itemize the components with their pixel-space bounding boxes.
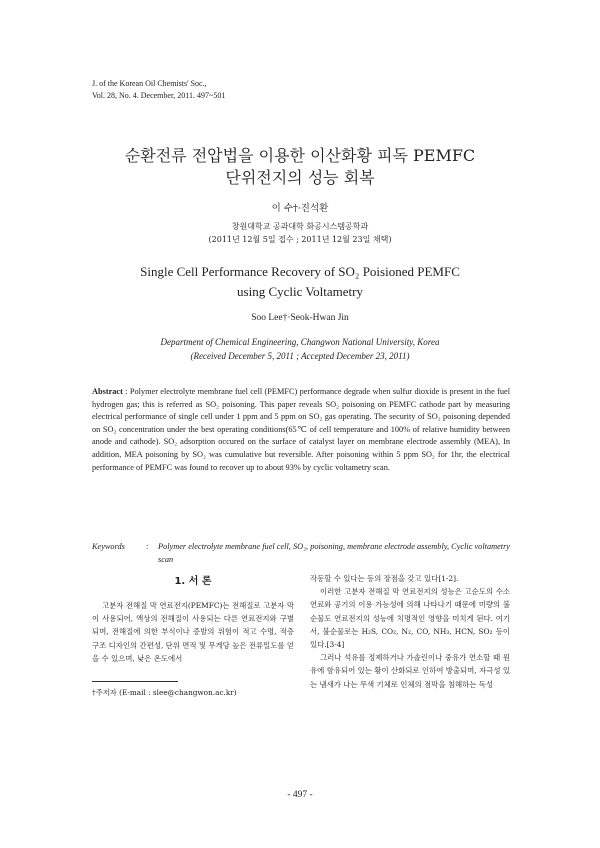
right-paragraph-2: 이러한 고분자 전해질 막 연료전지의 성능은 고순도의 수소연료와 공기의 이용 가능성에 의해 나타나기 때문에 미량의 불순물도 연료전지의 성능에 치명적인 영향을 미치게 된다. 여기서, 불순물로는 H₂S, CO₂, N₂, CO, NH₃, HCN, SO₂ 등이 있다.[3-4] [310, 587, 510, 650]
korean-title-line1: 순환전류 전압법을 이용한 이산화황 피독 PEMFC [124, 146, 476, 165]
keywords [92, 541, 510, 566]
korean-affiliation [0, 220, 600, 246]
journal-citation [92, 78, 225, 102]
korean-authors: 이 수†·진석환 [271, 203, 329, 214]
keywords-text: Polymer electrolyte membrane fuel cell, SO₂, poisoning, membrane electrode assembly, Cyclic voltametry scan [158, 542, 510, 564]
english-title-line2: using Cyclic Voltametry [237, 284, 363, 299]
abstract-label: Abstract [92, 387, 123, 396]
abstract [92, 386, 510, 474]
section-heading-introduction: 1. 서 론 [174, 576, 212, 587]
english-dates: (Received December 5, 2011 ; Accepted December 23, 2011) [190, 351, 410, 361]
right-paragraph-3: 그러나 석유를 정제하거나 가솔린이나 중유가 연소할 때 원유에 함유되어 있는 황이 산화되로 인하여 방출되며, 자극성 있는 냄새가 나는 무색 기체로 인체의 점막을 침해하는 독성 [310, 653, 510, 689]
korean-title [0, 145, 600, 189]
journal-volume: Vol. 28, No. 4. December, 2011. 497~501 [92, 91, 226, 100]
korean-title-line2: 단위전지의 성능 회복 [225, 168, 375, 187]
footnote: †주저자 (E-mail : slee@changwon.ac.kr) [92, 688, 237, 697]
intro-paragraph: 고분자 전해질 막 연료전지(PEMFC)는 전해질로 고분자 막이 사용되어, 액상의 전해질이 사용되는 다른 연료전지와 구별되며, 전해질에 의한 부식이나 증발의 위험이 적고 수명, 적층 구조 디자인의 간편성, 단위 면적 및 무게당 높은 전류밀도를 얻을 수 있으며, 낮은 온도에서 [92, 601, 294, 663]
journal-name: J. of the Korean Oil Chemists' Soc., [92, 79, 207, 88]
right-paragraph-1: 작동할 수 있다는 등의 장점을 갖고 있다[1-2]. [310, 574, 459, 583]
english-affiliation [0, 335, 600, 363]
left-column [92, 572, 294, 665]
footnote-divider [92, 681, 178, 682]
english-affiliation-name: Department of Chemical Engineering, Changwon National University, Korea [160, 337, 440, 347]
right-column [310, 572, 510, 691]
abstract-text: : Polymer electrolyte membrane fuel cell (PEMFC) performance degrade when sulfur dioxide is present in the fuel hydrogen gas; this is referred as SO₂ poisoning. This paper reveals SO₂ poisoning on PEMFC cathode part by measuring electrical performance of single cell under 1 ppm and 5 ppm on SO₂ gas operating. The security of SO₂ poisoning depended on SO₂ concentration under the best operating conditions(65℃ of cell temperature and 100% of relative humidity between anode and cathode). SO₂ adsorption occured on the surface of catalyst layer on membrane electrode assembly (MEA), In addition, MEA poisoning by SO₂ was cumulative but reversible. After poisoning within 5 ppm SO₂ for 1hr, the electrical performance of PEMFC was found to recover up to about 93% by cyclic voltametry scan. [92, 387, 510, 472]
page-number: - 497 - [287, 790, 313, 800]
keywords-colon: : [146, 542, 149, 551]
english-title [0, 262, 600, 302]
keywords-label: Keywords [92, 542, 125, 551]
english-authors: Soo Lee†·Seok-Hwan Jin [251, 313, 349, 323]
english-title-line1: Single Cell Performance Recovery of SO₂ Poisioned PEMFC [140, 264, 460, 279]
korean-dates: (2011년 12월 5일 접수 ; 2011년 12월 23일 채택) [208, 235, 392, 244]
korean-affiliation-name: 창원대학교 공과대학 화공시스템공학과 [231, 222, 369, 231]
